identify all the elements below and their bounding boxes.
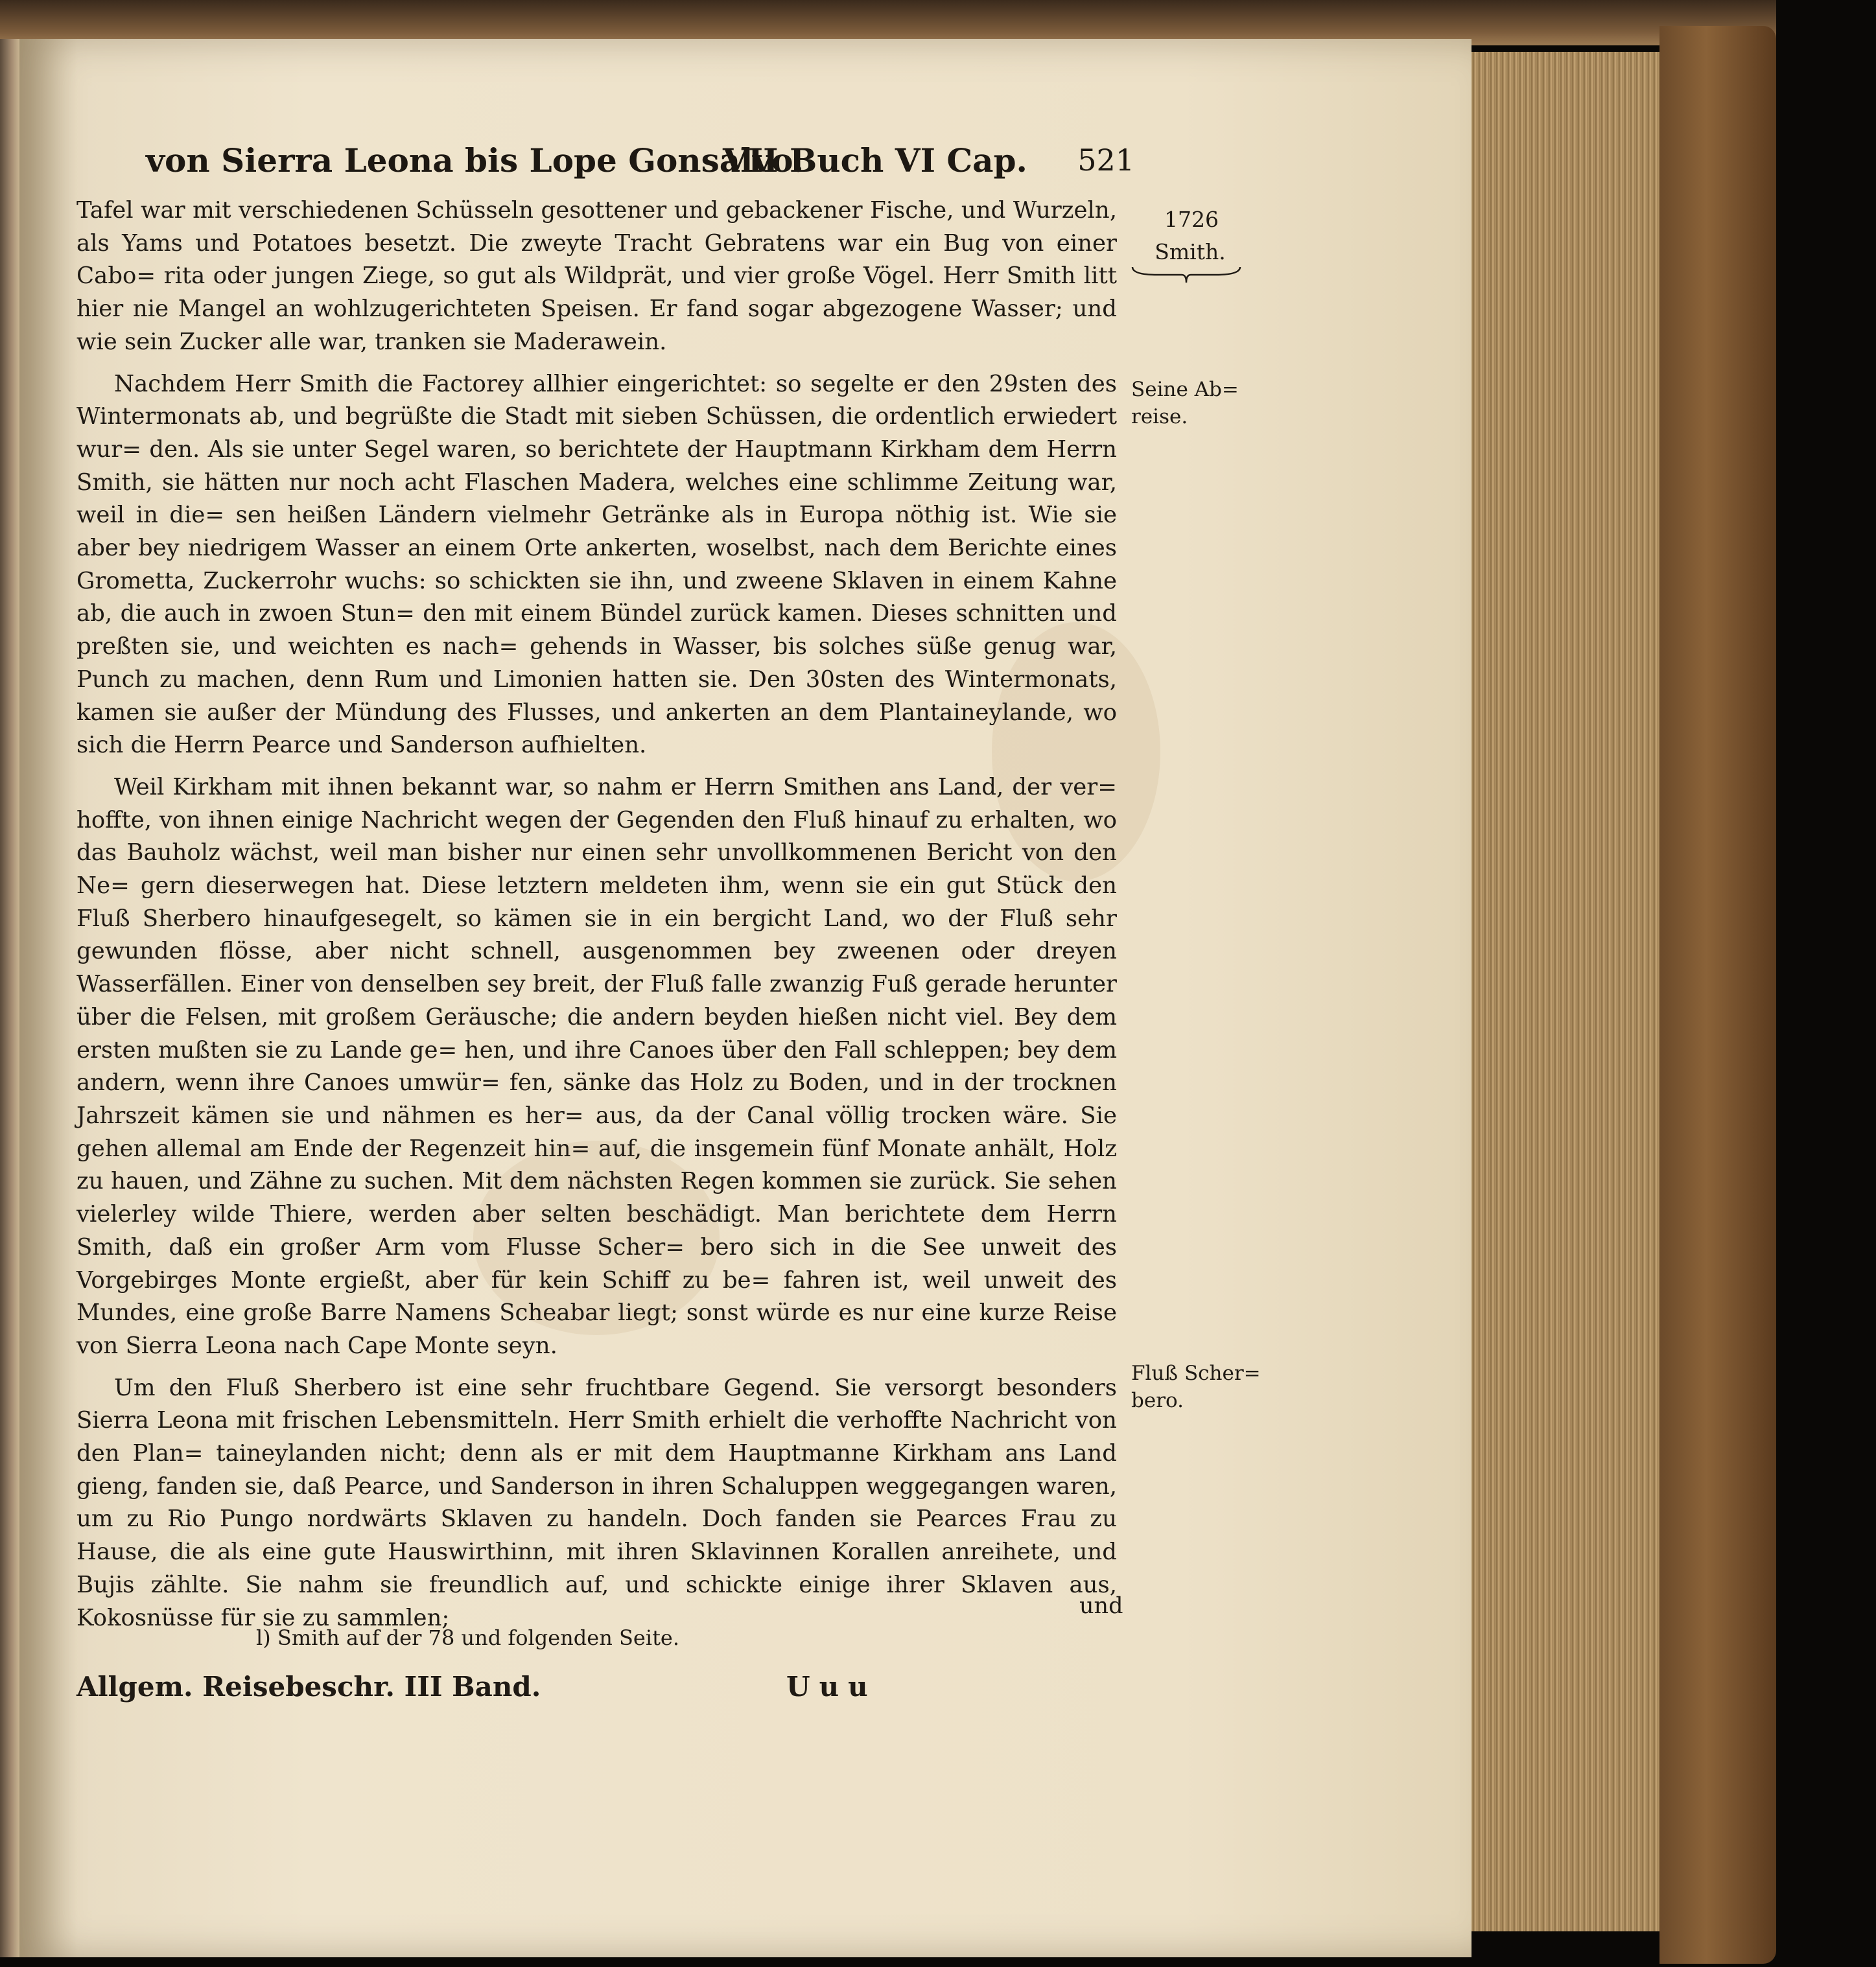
book-cover: [1659, 26, 1776, 1964]
page-number: 521: [1077, 143, 1134, 178]
page-fore-edge: [1471, 52, 1659, 1931]
signature-mark: Uuu: [786, 1671, 877, 1703]
left-page-edge: [0, 39, 19, 1957]
catchword: und: [1079, 1593, 1123, 1619]
volume-title: Allgem. Reisebeschr. III Band.: [76, 1671, 541, 1703]
margin-note-year: 1726: [1164, 207, 1219, 232]
paragraph: Um den Fluß Sherbero ist eine sehr fruchtbare Gegend. Sie versorgt besonders Sierra Leona mit frischen Lebensmitteln. Herr Smith erhielt die verhoffte Nachricht von den Plan= taineylanden nicht; denn als er mit dem Hauptmanne Kirkham ans Land gieng, fanden sie, daß Pearce, und Sanderson in ihren Schaluppen weggegangen waren, um zu Rio Pungo nordwärts Sklaven zu handeln. Doch fanden sie Pearces Frau zu Hause, die als eine gute Hauswirthinn, mit ihren Sklavinnen Korallen anreihete, und Bujis zählte. Sie nahm sie freundlich auf, und schickte einige ihrer Sklaven aus, Kokosnüsse für sie zu sammlen;: [76, 1374, 1117, 1631]
paragraph: Nachdem Herr Smith die Factorey allhier eingerichtet: so segelte er den 29sten des Wintermonats ab, und begrüßte die Stadt mit sieben Schüssen, die ordentlich erwiedert wur= den. Als sie unter Segel waren, so berichtete der Hauptmann Kirkham dem Herrn Smith, sie hätten nur noch acht Flaschen Madera, welches eine schlimme Zeitung war, weil in die= sen heißen Ländern vielmehr Getränke als in Europa nöthig ist. Wie sie aber bey niedrigem Wasser an einem Orte ankerten, woselbst, nach dem Berichte eines Grometta, Zuckerrohr wuchs: so schickten sie ihn, und zweene Sklaven in einem Kahne ab, die auch in zwoen Stun= den mit einem Bündel zurück kamen. Dieses schnitten und preßten sie, und weichten es nach= gehends in Wasser, bis solches süße genug war, Punch zu machen, denn Rum und Limonien hatten sie. Den 30sten des Wintermonats, kamen sie außer der Mündung des Flusses, und ankerten an dem Plantaineylande, wo sich die Herrn Pearce und Sanderson aufhielten.: [76, 370, 1117, 759]
margin-note-smith: Smith.: [1155, 239, 1226, 264]
bottom-line: [76, 1671, 1114, 1703]
running-head: [146, 141, 1134, 187]
margin-note-departure: Seine Ab= reise.: [1131, 378, 1239, 428]
margin-note-river: Fluß Scher= bero.: [1131, 1362, 1261, 1412]
running-head-chapter: VII Buch VI Cap.: [723, 141, 1027, 180]
paragraph: Tafel war mit verschiedenen Schüsseln gesottener und gebackener Fische, und Wurzeln, als Yams und Potatoes besetzt. Die zweyte Tracht Gebratens war ein Bug von einer Cabo= rita oder jungen Ziege, so gut als Wildprät, und vier große Vögel. Herr Smith litt hier nie Mangel an wohlzugerichteten Speisen. Er fand sogar abgezogene Wasser; und wie sein Zucker alle war, tranken sie Maderawein.: [76, 197, 1117, 355]
footnote: l) Smith auf der 78 und folgenden Seite.: [256, 1625, 680, 1650]
paragraph: Weil Kirkham mit ihnen bekannt war, so nahm er Herrn Smithen ans Land, der ver= hoffte, von ihnen einige Nachricht wegen der Gegenden den Fluß hinauf zu erhalten, wo das Bauholz wächst, weil man bisher nur einen sehr unvollkommenen Bericht von den Ne= gern dieserwegen hat. Diese letztern meldeten ihm, wenn sie ein gut Stück den Fluß Sherbero hinaufgesegelt, so kämen sie in ein bergicht Land, wo der Fluß sehr gewunden flösse, aber nicht schnell, ausgenommen bey zweenen oder dreyen Wasserfällen. Einer von denselben sey breit, der Fluß falle zwanzig Fuß gerade herunter über die Felsen, mit großem Geräusche; die andern beyden hießen nicht viel. Bey dem ersten mußten sie zu Lande ge= hen, und ihre Canoes über den Fall schleppen; bey dem andern, wenn ihre Canoes umwür= fen, sänke das Holz zu Boden, und in der trocknen Jahrszeit kämen sie und nähmen es her= aus, da der Canal völlig trocken wäre. Sie gehen allemal am Ende der Regenzeit hin= auf, die insgemein fünf Monate anhält, Holz zu hauen, und Zähne zu suchen. Mit dem nächsten Regen kommen sie zurück. Sie sehen vielerley wilde Thiere, werden aber selten beschädigt. Man berichtete dem Herrn Smith, daß ein großer Arm vom Flusse Scher= bero sich in die See unweit des Vorgebirges Monte ergießt, aber für kein Schiff zu be= fahren ist, weil unweit des Mundes, eine große Barre Namens Scheabar liegt; sonst würde es nur eine kurze Reise von Sierra Leona nach Cape Monte seyn.: [76, 773, 1117, 1359]
main-text: [76, 194, 1117, 1644]
running-head-title: von Sierra Leona bis Lope Gonsalvo.: [146, 141, 804, 180]
margin-brace: [1131, 266, 1241, 284]
